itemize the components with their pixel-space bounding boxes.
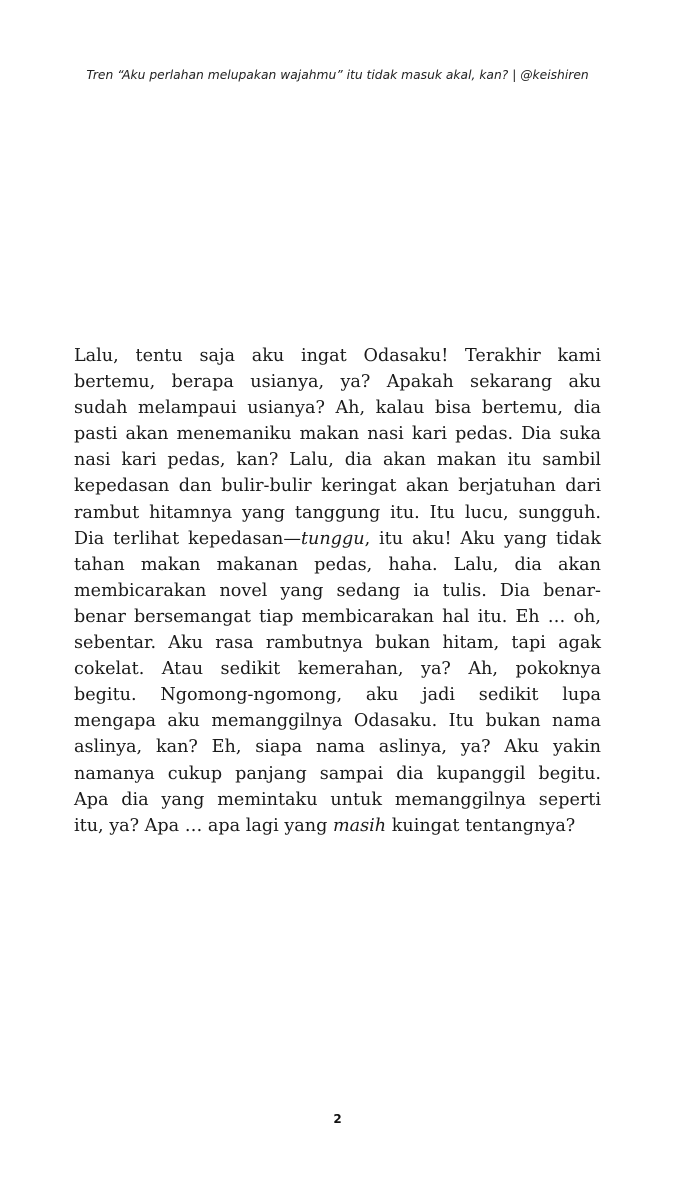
text-run: itu, ya? Apa … apa lagi yang xyxy=(74,815,333,836)
italic-emphasis: tunggu xyxy=(300,528,365,549)
text-line: tahan makan makanan pedas, haha. Lalu, dia akan xyxy=(74,554,601,575)
text-line: rambut hitamnya yang tanggung itu. Itu lucu, sungguh. xyxy=(74,502,601,523)
text-line: sudah melampaui usianya? Ah, kalau bisa bertemu, dia xyxy=(74,398,601,419)
text-line: Apa dia yang memintaku untuk memanggilnya seperti xyxy=(74,789,601,810)
text-line: pasti akan menemaniku makan nasi kari pedas. Dia suka xyxy=(74,424,601,445)
text-line: mengapa aku memanggilnya Odasaku. Itu bukan nama xyxy=(74,711,601,732)
text-line xyxy=(74,813,601,839)
text-run: Dia terlihat kepedasan— xyxy=(74,528,301,549)
running-header: Tren “Aku perlahan melupakan wajahmu” itu tidak masuk akal, kan? | @keishiren xyxy=(86,68,589,82)
italic-emphasis: masih xyxy=(332,815,387,836)
text-run: kuingat tentangnya? xyxy=(386,815,576,836)
text-line: aslinya, kan? Eh, siapa nama aslinya, ya? Aku yakin xyxy=(74,737,601,758)
text-line: namanya cukup panjang sampai dia kupanggil begitu. xyxy=(74,763,601,784)
text-run: , itu aku! Aku yang tidak xyxy=(364,528,602,549)
text-line: nasi kari pedas, kan? Lalu, dia akan makan itu sambil xyxy=(74,450,601,471)
text-line: sebentar. Aku rasa rambutnya bukan hitam, tapi agak xyxy=(74,633,601,654)
text-line: begitu. Ngomong-ngomong, aku jadi sedikit lupa xyxy=(74,685,601,706)
text-line: membicarakan novel yang sedang ia tulis. Dia benar- xyxy=(74,580,601,601)
page-number: 2 xyxy=(333,1112,342,1126)
text-line: benar bersemangat tiap membicarakan hal itu. Eh … oh, xyxy=(74,606,601,627)
text-line: kepedasan dan bulir-bulir keringat akan berjatuhan dari xyxy=(74,476,601,497)
text-line: cokelat. Atau sedikit kemerahan, ya? Ah, pokoknya xyxy=(74,659,601,680)
text-line: Lalu, tentu saja aku ingat Odasaku! Terakhir kami xyxy=(74,346,601,366)
text-line xyxy=(74,526,601,552)
body-paragraph xyxy=(74,343,601,839)
text-line: bertemu, berapa usianya, ya? Apakah sekarang aku xyxy=(74,372,601,393)
